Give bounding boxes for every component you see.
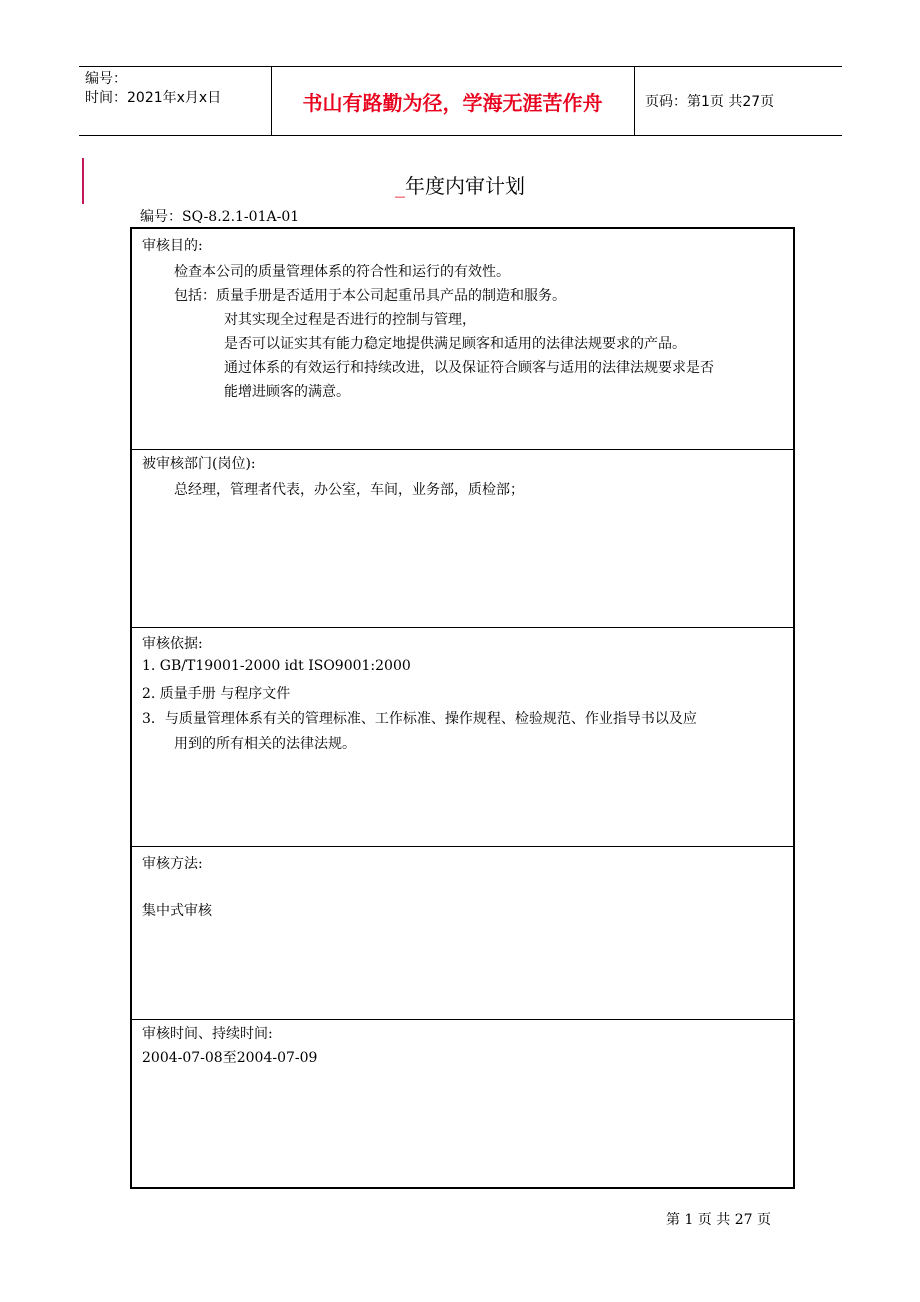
section-label: 审核方法: — [142, 856, 203, 872]
page-footer: 第 1 页 共 27 页 — [666, 1212, 771, 1228]
section-line: 用到的所有相关的法律法规。 — [174, 736, 356, 752]
section-label: 审核时间、持续时间: — [142, 1026, 273, 1042]
header-page-info: 页码：第1页 共27页 — [645, 94, 775, 110]
section-line: 通过体系的有效运行和持续改进，以及保证符合顾客与适用的法律法规要求是否 — [224, 360, 714, 376]
section-line: 包括：质量手册是否适用于本公司起重吊具产品的制造和服务。 — [174, 288, 566, 304]
section-line: 1. GB/T19001-2000 idt ISO9001:2000 — [142, 658, 411, 674]
section-line: 对其实现全过程是否进行的控制与管理， — [224, 312, 476, 328]
document-number: 编号：SQ-8.2.1-01A-01 — [140, 209, 300, 225]
header-number-label: 编号： — [85, 71, 127, 87]
section-line: 2. 质量手册 与程序文件 — [142, 686, 291, 702]
section-text: 2004-07-08至2004-07-09 — [142, 1050, 318, 1066]
header-motto: 书山有路勤为径，学海无涯苦作舟 — [302, 90, 603, 115]
section-label: 被审核部门(岗位): — [142, 456, 256, 472]
title-text: 年度内审计划 — [405, 174, 525, 198]
section-time — [132, 1019, 793, 1185]
section-label: 审核目的: — [142, 238, 203, 254]
section-label: 审核依据: — [142, 636, 203, 652]
section-line: 是否可以证实其有能力稳定地提供满足顾客和适用的法律法规要求的产品。 — [224, 336, 686, 352]
header-meta — [85, 70, 221, 108]
header-time-label: 时间：2021年x月x日 — [85, 90, 222, 106]
section-departments — [132, 449, 793, 628]
audit-plan-table — [130, 227, 795, 1189]
document-title — [0, 170, 920, 199]
section-line: 检查本公司的质量管理体系的符合性和运行的有效性。 — [174, 264, 510, 280]
title-blank: _ — [395, 174, 405, 198]
section-line: 能增进顾客的满意。 — [224, 384, 350, 400]
page-header — [79, 66, 842, 136]
section-text: 集中式审核 — [142, 903, 212, 919]
section-basis — [132, 627, 793, 847]
header-divider — [634, 67, 635, 135]
section-purpose — [132, 229, 793, 450]
section-text: 总经理，管理者代表，办公室，车间，业务部，质检部； — [174, 482, 524, 498]
section-method — [132, 846, 793, 1020]
section-line: 3．与质量管理体系有关的管理标准、工作标准、操作规程、检验规范、作业指导书以及应 — [142, 711, 697, 727]
